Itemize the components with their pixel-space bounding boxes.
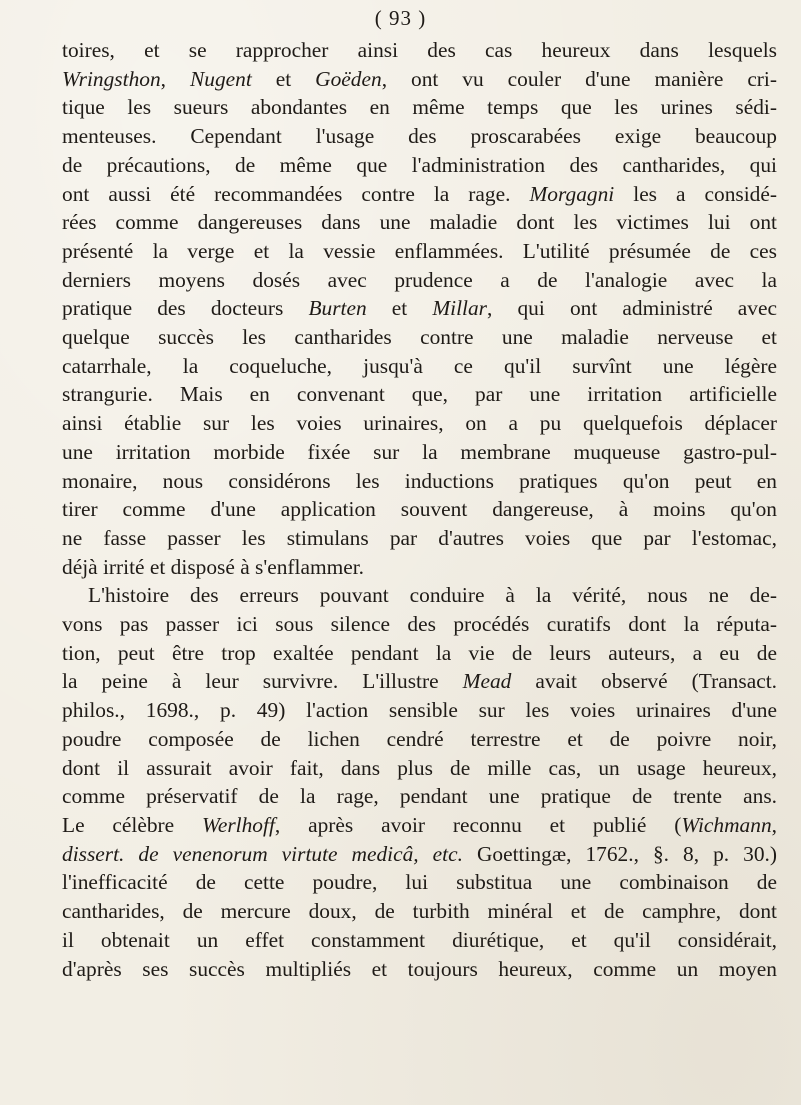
- text-line: [62, 352, 777, 381]
- text-span: les a considé-: [614, 181, 777, 206]
- text-span: comme préservatif de la rage, pendant une pratique de trente ans.: [62, 784, 777, 809]
- text-span: poudre composée de lichen cendré terrestre et de poivre noir,: [62, 726, 777, 751]
- text-span: , qui ont administré avec: [487, 296, 777, 321]
- text-span: l'inefficacité de cette poudre, lui substitua une combinaison de: [62, 870, 777, 895]
- text-line: [62, 955, 777, 984]
- text-line: [62, 868, 777, 897]
- paragraph-2: [62, 581, 777, 983]
- text-line: [62, 438, 777, 467]
- text-span: et: [251, 66, 316, 91]
- text-line: [62, 524, 777, 553]
- text-span: philos., 1698., p. 49) l'action sensible sur les voies urinaires d'une: [62, 698, 777, 723]
- text-span: ne fasse passer les stimulans par d'autres voies que par l'estomac,: [62, 525, 777, 550]
- text-line: [62, 581, 777, 610]
- italic-text: Millar: [432, 296, 488, 321]
- text-span: présenté la verge et la vessie enflammées. L'utilité présumée de ces: [62, 238, 777, 263]
- text-line: [62, 725, 777, 754]
- text-line: [62, 495, 777, 524]
- italic-text: Werlhoff: [202, 812, 275, 837]
- italic-text: Wichmann: [681, 812, 772, 837]
- text-line: [62, 696, 777, 725]
- text-line: [62, 294, 777, 323]
- text-span: d'après ses succès multipliés et toujours heureux, comme un moyen: [62, 956, 777, 981]
- text-span: ,: [160, 66, 190, 91]
- text-line: [62, 180, 777, 209]
- text-line: [62, 811, 777, 840]
- text-line: [62, 208, 777, 237]
- body-text: [62, 36, 777, 983]
- text-span: et: [366, 296, 433, 321]
- text-line: [62, 93, 777, 122]
- text-line: [62, 553, 777, 582]
- italic-text: Morgagni: [529, 181, 615, 206]
- text-span: ainsi établie sur les voies urinaires, on a pu quelquefois déplacer: [62, 411, 777, 436]
- italic-text: Goëden: [315, 66, 382, 91]
- text-span: monaire, nous considérons les inductions pratiques qu'on peut en: [62, 468, 777, 493]
- italic-text: Mead: [462, 669, 512, 694]
- text-span: une irritation morbide fixée sur la membrane muqueuse gastro-pul-: [62, 439, 777, 464]
- text-line: [62, 36, 777, 65]
- text-span: déjà irrité et disposé à s'enflammer.: [62, 554, 365, 579]
- text-line: [62, 667, 777, 696]
- text-span: dont il assurait avoir fait, dans plus de mille cas, un usage heureux,: [62, 755, 777, 780]
- text-line: [62, 122, 777, 151]
- text-span: rées comme dangereuses dans une maladie dont les victimes lui ont: [62, 210, 777, 235]
- text-line: [62, 782, 777, 811]
- text-span: L'histoire des erreurs pouvant conduire à la vérité, nous ne de-: [88, 583, 777, 608]
- paragraph-1: [62, 36, 777, 581]
- italic-text: Nugent: [189, 66, 252, 91]
- text-span: strangurie. Mais en convenant que, par une irritation artificielle: [62, 382, 777, 407]
- text-line: [62, 237, 777, 266]
- text-line: [62, 610, 777, 639]
- text-span: , après avoir reconnu et publié (: [274, 812, 682, 837]
- text-span: derniers moyens dosés avec prudence a de l'analogie avec la: [62, 267, 777, 292]
- text-span: ,: [771, 812, 778, 837]
- text-span: menteuses. Cependant l'usage des proscarabées exige beaucoup: [62, 124, 777, 149]
- text-span: Goettingæ, 1762., §. 8, p. 30.): [462, 841, 778, 866]
- text-line: [62, 926, 777, 955]
- text-line: [62, 323, 777, 352]
- italic-text: Wringsthon: [62, 66, 161, 91]
- text-line: [62, 639, 777, 668]
- text-span: avait observé (Transact.: [511, 669, 777, 694]
- italic-text: Burten: [308, 296, 367, 321]
- text-line: [62, 754, 777, 783]
- text-span: tirer comme d'une application souvent dangereuse, à moins qu'on: [62, 497, 777, 522]
- page-number: ( 93 ): [374, 6, 427, 30]
- text-line: [62, 840, 777, 869]
- text-span: vons pas passer ici sous silence des procédés curatifs dont la réputa-: [62, 612, 777, 637]
- text-line: [62, 151, 777, 180]
- text-span: cantharides, de mercure doux, de turbith minéral et de camphre, dont: [62, 899, 777, 924]
- text-span: Le célèbre: [62, 812, 202, 837]
- text-line: [62, 65, 777, 94]
- italic-text: dissert. de venenorum virtute medicâ, etc.: [62, 841, 463, 866]
- text-line: [62, 409, 777, 438]
- text-span: tique les sueurs abondantes en même temps que les urines sédi-: [62, 95, 777, 120]
- text-span: toires, et se rapprocher ainsi des cas heureux dans lesquels: [62, 38, 777, 62]
- text-line: [62, 467, 777, 496]
- text-span: tion, peut être trop exaltée pendant la vie de leurs auteurs, a eu de: [62, 640, 777, 665]
- text-line: [62, 380, 777, 409]
- text-span: de précautions, de même que l'administration des cantharides, qui: [62, 152, 777, 177]
- text-span: quelque succès les cantharides contre une maladie nerveuse et: [62, 325, 777, 350]
- text-span: , ont vu couler d'une manière cri-: [381, 66, 777, 91]
- text-line: [62, 897, 777, 926]
- text-span: pratique des docteurs: [62, 296, 309, 321]
- text-line: [62, 266, 777, 295]
- text-span: catarrhale, la coqueluche, jusqu'à ce qu'il survînt une légère: [62, 353, 777, 378]
- text-span: la peine à leur survivre. L'illustre: [62, 669, 463, 694]
- text-span: ont aussi été recommandées contre la rage.: [62, 181, 530, 206]
- text-span: il obtenait un effet constamment diurétique, et qu'il considérait,: [62, 927, 777, 952]
